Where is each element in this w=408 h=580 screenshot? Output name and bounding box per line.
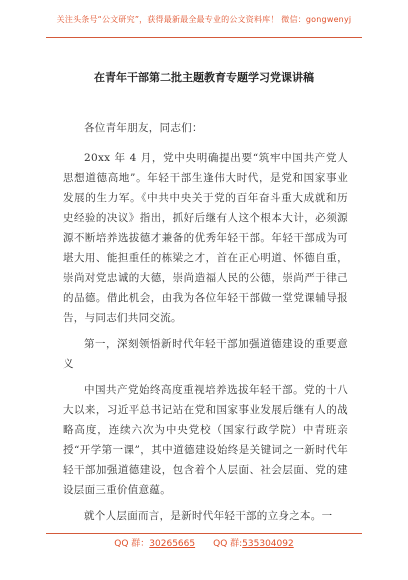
bottom-divider <box>46 533 362 534</box>
document-title: 在青年干部第二批主题教育专题学习党课讲稿 <box>94 71 314 84</box>
section-heading: 第一，深刻领悟新时代年轻干部加强道德建设的重要意义 <box>63 338 348 370</box>
qq-group-label: QQ 群： <box>114 539 150 549</box>
salutation: 各位青年朋友，同志们： <box>84 122 203 134</box>
qq-group-number[interactable]: 30265665 <box>149 539 196 549</box>
footer <box>0 536 408 549</box>
paragraph: 中国共产党始终高度重视培养选拔年轻干部。党的十八大以来，习近平总书记站在党和国家事业发展后继有人的战略高度，连续六次为中央党校（国家行政学院）中青班亲授“开学第一课”，其中道德建设始终是关键词之一新时代年轻干部加强道德建设，包含着个人层面、社会层面、党的建设层面三重价值意蕴。 <box>63 384 348 496</box>
qq-group-number[interactable]: 535304092 <box>242 539 294 549</box>
top-banner: 关注头条号“公文研究”，获得最新最全最专业的公文资料库！ 微信：gongwenyj <box>56 15 352 24</box>
paragraph: 20xx 年 4 月，党中央明确提出要“筑牢中国共产党人思想道德高地”。年轻干部生逢伟大时代，是党和国家事业发展的生力军。《中共中央关于党的百年奋斗重大成就和历史经验的决议》指出，抓好后继有人这个根本大计，必须源源不断培养选拔德才兼备的优秀年轻干部。年轻干部成为可堪大用、能担重任的栋梁之才，首在正心明道、怀德自重，崇尚对党忠诚的大德，崇尚造福人民的公德，崇尚严于律己的品德。借此机会，由我为各位年轻干部做一堂党课辅导报告，与同志们共同交流。 <box>63 152 348 324</box>
paragraph: 就个人层面而言，是新时代年轻干部的立身之本。一 <box>84 510 333 522</box>
document-body <box>63 108 348 532</box>
top-divider <box>46 37 362 38</box>
qq-group-label: QQ 群: <box>213 539 243 549</box>
